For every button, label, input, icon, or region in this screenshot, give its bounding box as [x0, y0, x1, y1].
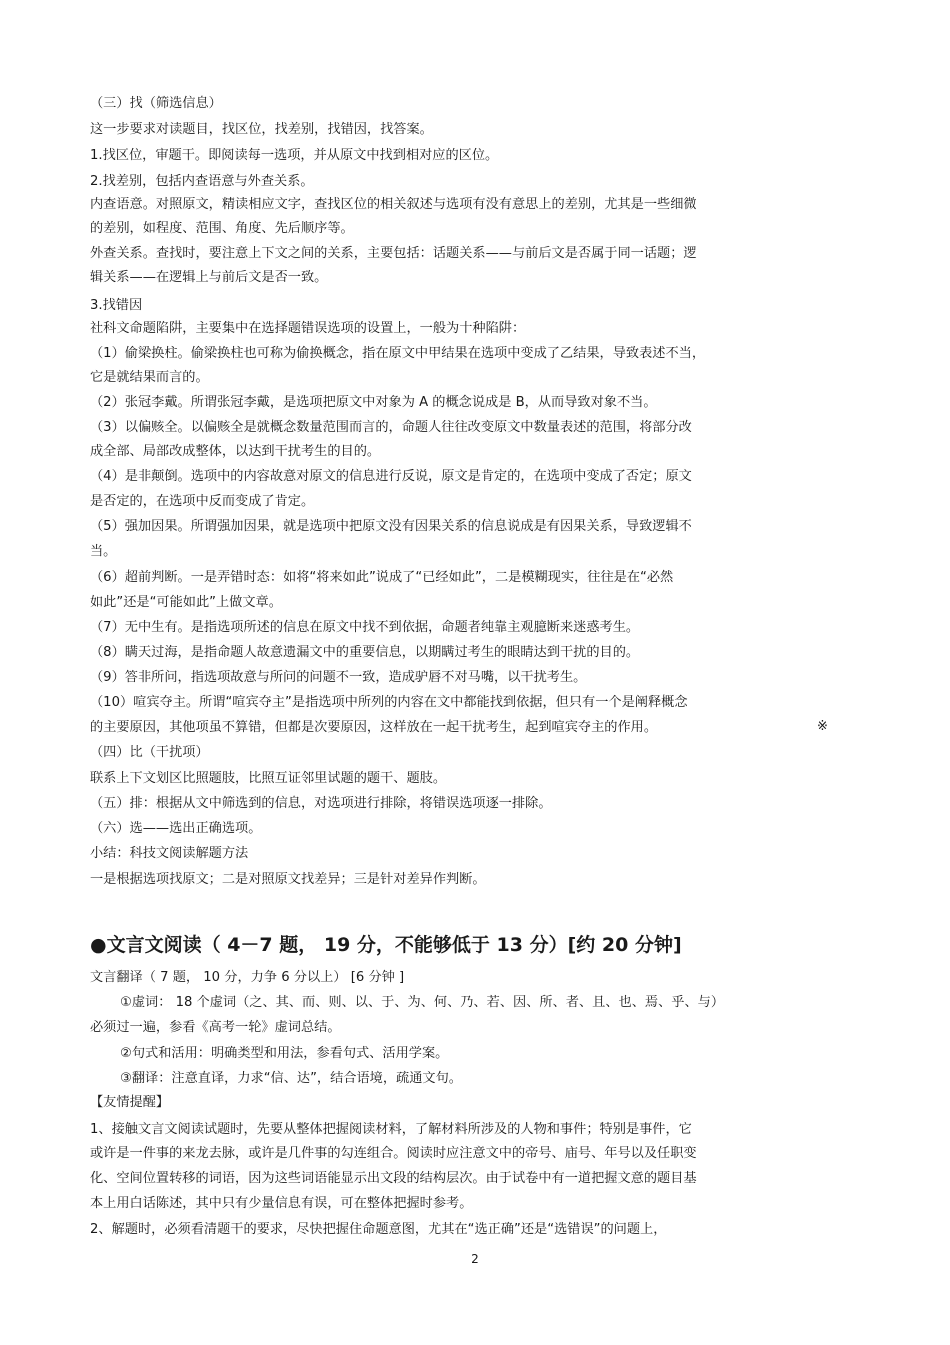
text-line: ②句式和活用：明确类型和用法，参看句式、活用学案。 — [120, 1046, 449, 1061]
text-line: （六）选——选出正确选项。 — [90, 821, 262, 836]
text-line: 小结：科技文阅读解题方法 — [90, 846, 249, 861]
text-line: （1）偷梁换柱。偷梁换柱也可称为偷换概念，指在原文中甲结果在选项中变成了乙结果，导致表述不当， — [90, 346, 706, 361]
text-line: 1.找区位，审题干。即阅读每一选项，并从原文中找到相对应的区位。 — [90, 148, 499, 163]
text-line: 一是根据选项找原文；二是对照原文找差异；三是针对差异作判断。 — [90, 872, 486, 887]
text-line: 这一步要求对读题目，找区位，找差别，找错因，找答案。 — [90, 122, 433, 137]
text-line: （10）喧宾夺主。所谓“喧宾夺主”是指选项中所列的内容在文中都能找到依据，但只有一个是阐释概念 — [90, 695, 688, 710]
text-line: （三）找（筛选信息） — [90, 96, 222, 111]
text-line: 的主要原因，其他项虽不算错，但都是次要原因，这样放在一起干扰考生，起到喧宾夺主的作用。 — [90, 720, 658, 735]
text-line: 是否定的，在选项中反而变成了肯定。 — [90, 494, 315, 509]
text-line: 2、解题时，必须看清题干的要求，尽快把握住命题意图，尤其在“选正确”还是“选错误”的问题上， — [90, 1222, 667, 1237]
text-line: 外查关系。查找时，要注意上下文之间的关系，主要包括：话题关系——与前后文是否属于同一话题；逻 — [90, 246, 697, 261]
text-line: （4）是非颠倒。选项中的内容故意对原文的信息进行反说，原文是肯定的，在选项中变成了否定；原文 — [90, 469, 692, 484]
text-line: （6）超前判断。一是弄错时态：如将“将来如此”说成了“已经如此”，二是模糊现实，往往是在“必然 — [90, 570, 674, 585]
text-line: 联系上下文划区比照题肢，比照互证邻里试题的题干、题肢。 — [90, 771, 447, 786]
text-line: （2）张冠李戴。所谓张冠李戴，是选项把原文中对象为 A 的概念说成是 B，从而导致对象不当。 — [90, 395, 657, 410]
text-line: 的差别，如程度、范围、角度、先后顺序等。 — [90, 221, 354, 236]
text-line: 辑关系——在逻辑上与前后文是否一致。 — [90, 270, 328, 285]
text-line: 必须过一遍，参看《高考一轮》虚词总结。 — [90, 1020, 341, 1035]
page-number: 2 — [471, 1252, 479, 1266]
text-line: 如此”还是“可能如此”上做文章。 — [90, 595, 282, 610]
section-heading: ●文言文阅读（ 4－7 题， 19 分，不能够低于 13 分）[约 20 分钟] — [90, 934, 682, 956]
text-line: 3.找错因 — [90, 298, 143, 313]
text-line: （五）排：根据从文中筛选到的信息，对选项进行排除，将错误选项逐一排除。 — [90, 796, 552, 811]
text-line: ③翻译：注意直译，力求“信、达”，结合语境，疏通文句。 — [120, 1071, 462, 1086]
text-line: 内查语意。对照原文，精读相应文字，查找区位的相关叙述与选项有没有意思上的差别，尤其是一些细微 — [90, 197, 697, 212]
text-line: 文言翻译（ 7 题， 10 分，力争 6 分以上） [6 分钟 ] — [90, 970, 405, 985]
text-line: （8）瞒天过海，是指命题人故意遗漏文中的重要信息，以期瞒过考生的眼睛达到干扰的目的。 — [90, 645, 640, 660]
text-line: 或许是一件事的来龙去脉，或许是几件事的勾连组合。阅读时应注意文中的帝号、庙号、年号以及任职变 — [90, 1146, 697, 1161]
text-line: 1、接触文言文阅读试题时，先要从整体把握阅读材料，了解材料所涉及的人物和事件；特别是事件，它 — [90, 1122, 692, 1137]
text-line: （7）无中生有。是指选项所述的信息在原文中找不到依据，命题者纯靠主观臆断来迷惑考生。 — [90, 620, 640, 635]
text-line: 它是就结果而言的。 — [90, 370, 209, 385]
text-line: 社科文命题陷阱，主要集中在选择题错误选项的设置上，一般为十种陷阱： — [90, 321, 526, 336]
text-line: 2.找差别，包括内查语意与外查关系。 — [90, 174, 314, 189]
text-line: ①虚词： 18 个虚词（之、其、而、则、以、于、为、何、乃、若、因、所、者、且、也、焉、乎、与） — [120, 995, 725, 1010]
text-line: （5）强加因果。所谓强加因果，就是选项中把原文没有因果关系的信息说成是有因果关系，导致逻辑不 — [90, 519, 692, 534]
text-line: （9）答非所问，指选项故意与所问的问题不一致，造成驴唇不对马嘴，以干扰考生。 — [90, 670, 587, 685]
text-line: 化、空间位置转移的词语，因为这些词语能显示出文段的结构层次。由于试卷中有一道把握文意的题目基 — [90, 1171, 697, 1186]
text-line: （四）比（干扰项） — [90, 745, 209, 760]
margin-mark: ※ — [817, 719, 828, 734]
text-line: 成全部、局部改成整体，以达到干扰考生的目的。 — [90, 444, 381, 459]
text-line: （3）以偏赅全。以偏赅全是就概念数量范围而言的，命题人往往改变原文中数量表述的范围，将部分改 — [90, 420, 692, 435]
text-line: 当。 — [90, 544, 117, 559]
text-line: 【友情提醒】 — [90, 1095, 170, 1110]
text-line: 本上用白话陈述，其中只有少量信息有误，可在整体把握时参考。 — [90, 1196, 473, 1211]
